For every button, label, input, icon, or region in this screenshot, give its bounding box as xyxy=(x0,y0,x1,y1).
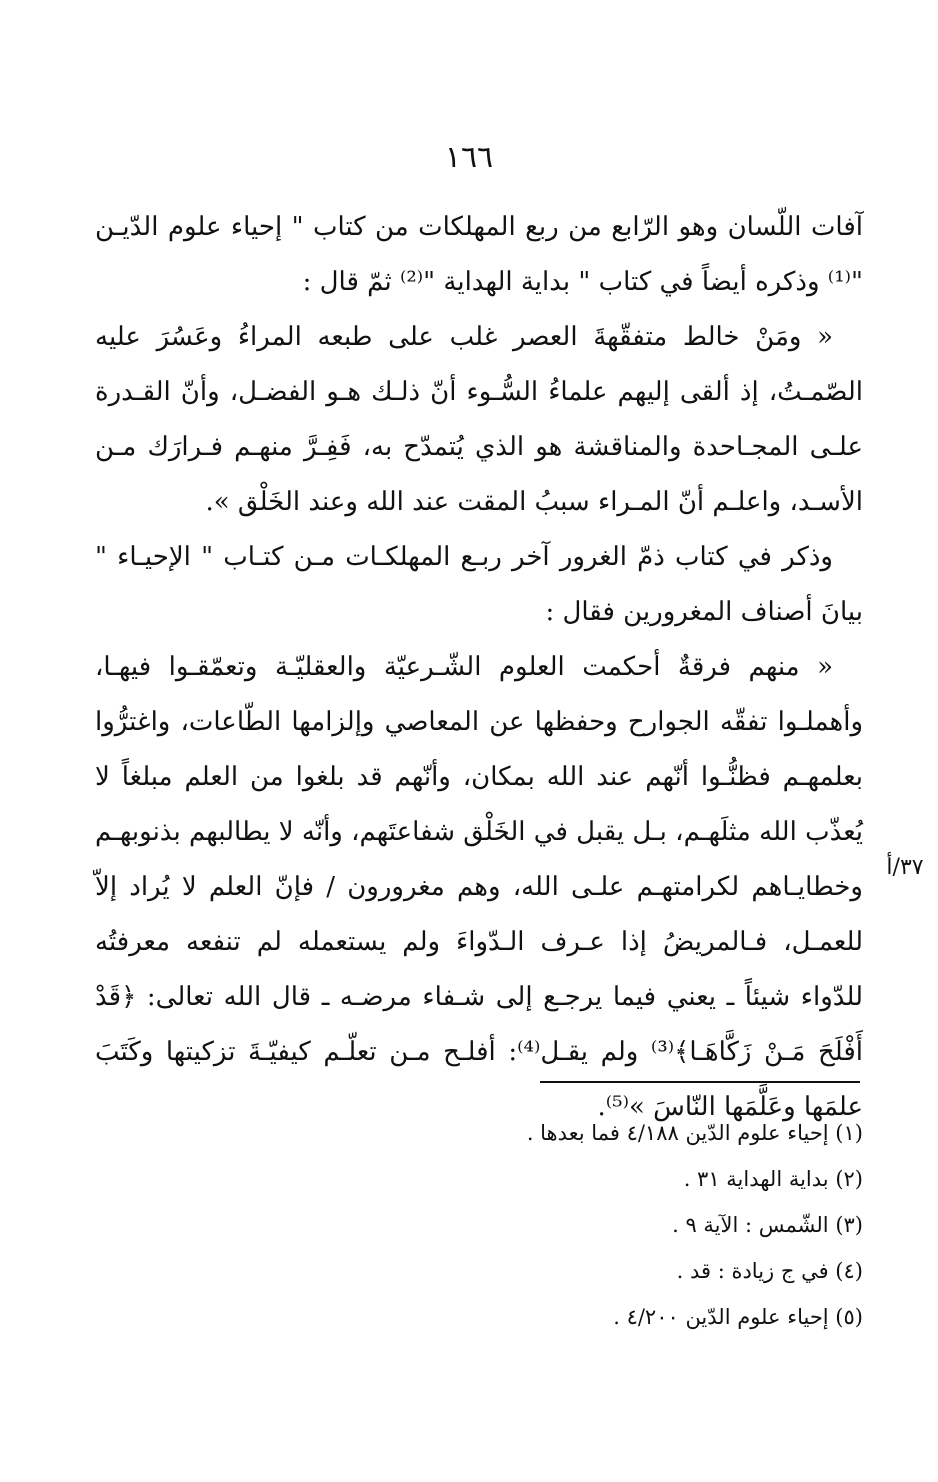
footnote: (٣) الشّمس : الآية ٩ . xyxy=(672,1213,863,1237)
page-number: ١٦٦ xyxy=(444,140,494,175)
footnote: (٤) في ج زيادة : قد . xyxy=(676,1259,863,1283)
footnote: (٥) إحياء علوم الدّين ٤/٢٠٠ . xyxy=(613,1305,863,1329)
footnote: (١) إحياء علوم الدّين ٤/١٨٨ فما بعدها . xyxy=(526,1121,863,1145)
main-text xyxy=(95,200,863,1135)
paragraph: آفات اللّسان وهو الرّابع من ربع المهلكات من كتاب " إحياء علوم الدّيـن "⁽¹⁾ وذكره أيضاً في كتاب " بداية الهداية "⁽²⁾ ثمّ قال : xyxy=(95,212,863,297)
paragraph: وذكر في كتاب ذمّ الغرور آخر ربـع المهلكـات مـن كتـاب " الإحيـاء " بيانَ أصناف المغرورين فقال : xyxy=(95,542,863,627)
paragraph: « ومَنْ خالط متفقّهةَ العصر غلب على طبعه المراءُ وعَسُرَ عليه الصّمـتُ، إذ ألقى إليهم علماءُ السُّـوء أنّ ذلـك هـو الفضـل، وأنّ القـدرة علـى المجـاحدة والمناقشة هو الذي يُتمدّح به، فَفِـرَّ منهـم فـرارَك مـن الأسـد، واعلـم أنّ المـراء سببُ المقت عند الله وعند الخَلْق ». xyxy=(95,322,863,517)
paragraph: « منهم فرقةٌ أحكمت العلوم الشّـرعيّة والعقليّـة وتعمّقـوا فيهـا، وأهملـوا تفقّه الجوارح وحفظها عن المعاصي وإلزامها الطّاعات، واغترُّوا بعلمهـم فظنُّـوا أنّهم عند الله بمكان، وأنّهم قد بلغوا من العلم مبلغاً لا يُعذّب الله مثلَهـم، بـل يقبل في الخَلْق شفاعتَهم، وأنّه لا يطالبهم بذنوبهـم وخطايـاهم لكرامتهـم علـى الله، وهم مغرورون / فإنّ العلم لا يُراد إلاّ للعمـل، فـالمريضُ إذا عـرف الـدّواءَ ولم يستعمله لم تنفعه معرفتُه للدّواء شيئاً ـ يعني فيما يرجـع إلى شـفاء مرضـه ـ قال الله تعالى: ﴿قَدْ أَفْلَحَ مَـنْ زَكَّاهَـا﴾⁽³⁾ ولم يقـل⁽⁴⁾: أفلـح مـن تعلّـم كيفيّـةَ تزكيتها وكَتَبَ علمَها وعَلَّمَها النّاسَ »⁽⁵⁾. xyxy=(95,652,864,1122)
footnote-divider xyxy=(540,1081,860,1083)
footnote: (٢) بداية الهداية ٣١ . xyxy=(683,1167,863,1191)
manuscript-folio-marker: ٣٧/أ xyxy=(886,855,924,880)
footnotes xyxy=(95,1110,863,1340)
